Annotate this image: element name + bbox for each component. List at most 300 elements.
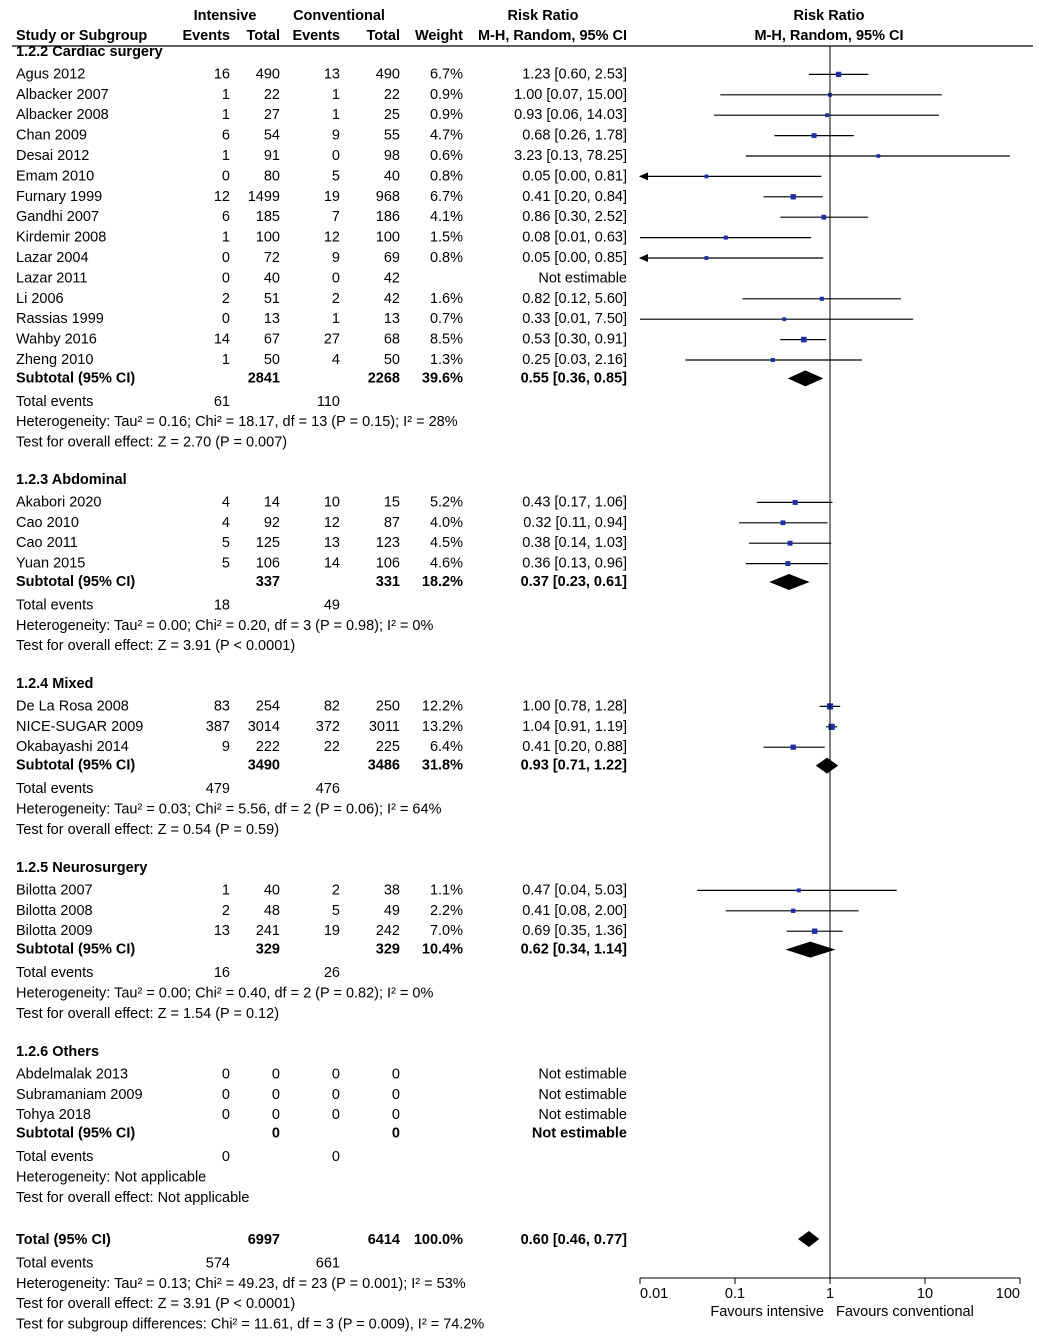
study-total-conventional: 968 [375,188,400,205]
study-events-conventional: 0 [331,1066,340,1083]
total-events-intensive: 18 [213,597,230,614]
overall-effect-text: Test for overall effect: Z = 3.91 (P < 0.0001) [16,638,296,655]
study-total-conventional: 50 [383,352,400,368]
study-name: Desai 2012 [16,148,90,164]
study-events-conventional: 2 [331,290,340,307]
study-weight: 0.8% [429,250,463,266]
study-name: NICE-SUGAR 2009 [16,718,144,735]
study-weight: 4.1% [429,209,463,226]
overall-total-events-conventional: 661 [315,1255,340,1272]
study-name: Bilotta 2009 [16,923,93,940]
header-total1: Total [246,28,280,44]
study-0-2-point [825,113,829,117]
study-ci: Not estimable [538,1066,627,1083]
study-name: Bilotta 2008 [16,902,93,919]
header-group2: Conventional [293,8,385,24]
study-total-intensive: 67 [263,331,280,348]
study-weight: 0.9% [429,107,463,124]
study-total-conventional: 13 [383,311,400,328]
study-events-conventional: 82 [323,698,340,715]
study-total-intensive: 91 [263,148,280,164]
study-events-intensive: 1 [221,107,230,124]
study-ci: 1.00 [0.07, 15.00] [514,86,627,103]
study-1-2-point [788,541,793,546]
subtotal-diamond [788,370,823,386]
study-name: Bilotta 2007 [16,882,93,899]
study-name: Chan 2009 [16,127,87,144]
study-weight: 7.0% [429,923,463,940]
subtotal-label: Subtotal (95% CI) [16,941,136,958]
study-events-conventional: 13 [323,535,340,552]
study-total-conventional: 42 [383,270,400,287]
subtotal-ci: 0.93 [0.71, 1.22] [520,757,627,774]
study-total-intensive: 40 [263,882,280,899]
study-events-conventional: 372 [315,718,340,735]
study-total-intensive: 0 [271,1086,280,1103]
total-events-label: Total events [16,393,94,410]
study-total-conventional: 55 [383,127,400,144]
study-weight: 1.1% [429,882,463,899]
study-total-conventional: 22 [383,86,400,103]
study-name: Kirdemir 2008 [16,229,107,246]
overall-total-events-intensive: 574 [205,1255,230,1272]
study-weight: 6.4% [429,739,463,756]
study-total-intensive: 106 [255,555,280,572]
study-name: Abdelmalak 2013 [16,1066,129,1083]
subgroup-title: 1.2.2 Cardiac surgery [16,44,163,60]
favours-right-label: Favours conventional [836,1304,974,1320]
total-events-intensive: 0 [221,1149,230,1165]
study-total-conventional: 38 [383,882,400,899]
x-tick-label: 1 [825,1286,835,1302]
subtotal-weight: 18.2% [421,574,463,590]
study-events-intensive: 0 [221,1107,230,1124]
study-total-intensive: 222 [255,739,280,756]
study-weight: 4.5% [429,535,463,552]
study-events-intensive: 0 [221,250,230,266]
x-tick-label: 0.1 [724,1286,746,1302]
study-ci: 0.33 [0.01, 7.50] [522,311,627,328]
study-name: Subramaniam 2009 [16,1086,143,1103]
study-0-9-ci-arrow [639,254,648,262]
subtotal-label: Subtotal (95% CI) [16,757,136,774]
study-0-8-point [724,236,728,240]
study-events-intensive: 5 [221,555,230,572]
study-total-intensive: 254 [255,698,280,715]
subtotal-ci: Not estimable [531,1125,627,1142]
study-events-conventional: 9 [331,250,340,266]
overall-effect-text: Test for overall effect: Z = 2.70 (P = 0.007) [16,434,288,451]
study-name: Rassias 1999 [16,311,104,328]
study-total-conventional: 25 [383,107,400,124]
study-events-intensive: 2 [221,902,230,919]
study-ci: 1.23 [0.60, 2.53] [522,66,627,83]
study-events-intensive: 0 [221,311,230,328]
study-weight: 0.6% [429,148,463,164]
total-events-label: Total events [16,781,94,797]
header-weight: Weight [414,28,463,44]
subtotal-diamond [769,574,809,590]
study-total-intensive: 125 [255,535,280,552]
study-events-intensive: 0 [221,1066,230,1083]
study-name: Li 2006 [16,290,64,307]
study-events-intensive: 9 [221,739,230,756]
study-ci: 0.82 [0.12, 5.60] [522,290,627,307]
study-events-intensive: 6 [221,209,230,226]
overall-heterogeneity-text: Heterogeneity: Tau² = 0.13; Chi² = 49.23, df = 23 (P = 0.001); I² = 53% [16,1275,466,1292]
study-events-intensive: 0 [221,270,230,287]
x-tick-label: 100 [995,1286,1020,1302]
subgroup-title: 1.2.5 Neurosurgery [16,860,148,876]
study-ci: 0.36 [0.13, 0.96] [522,555,627,572]
study-total-intensive: 241 [255,923,280,940]
total-events-label: Total events [16,1149,94,1165]
subtotal-ci: 0.37 [0.23, 0.61] [520,574,627,590]
study-name: Emam 2010 [16,168,95,185]
total-events-conventional: 110 [316,393,340,410]
subtotal-total-conventional: 2268 [367,370,400,387]
study-total-intensive: 14 [263,494,280,511]
overall-ci: 0.60 [0.46, 0.77] [520,1232,627,1248]
study-total-intensive: 92 [263,514,280,531]
study-weight: 0.9% [429,86,463,103]
total-events-intensive: 16 [213,965,230,981]
study-events-conventional: 14 [323,555,340,572]
study-total-intensive: 27 [263,107,280,124]
study-total-conventional: 15 [383,494,400,511]
study-name: Okabayashi 2014 [16,739,129,756]
header-events2: Events [292,28,340,44]
study-ci: 0.68 [0.26, 1.78] [522,127,627,144]
study-total-conventional: 0 [391,1066,400,1083]
study-3-0-point [797,888,801,892]
study-weight: 1.6% [429,290,463,307]
study-ci: Not estimable [538,1107,627,1124]
overall-total-events-label: Total events [16,1255,94,1272]
study-weight: 0.8% [429,168,463,185]
study-total-conventional: 69 [383,250,400,266]
subtotal-total-intensive: 329 [255,941,280,958]
subtotal-diamond [785,942,835,958]
study-ci: 3.23 [0.13, 78.25] [514,148,627,164]
study-ci: 0.08 [0.01, 0.63] [522,229,627,246]
study-0-4-point [877,154,881,158]
study-events-conventional: 1 [331,86,340,103]
study-events-conventional: 12 [323,229,340,246]
study-total-conventional: 123 [375,535,400,552]
study-1-1-point [781,520,786,525]
study-ci: 0.05 [0.00, 0.85] [522,250,627,266]
study-ci: 0.41 [0.20, 0.88] [522,739,627,756]
study-3-2-point [812,929,817,934]
x-tick-label: 0.01 [640,1286,669,1302]
study-events-conventional: 12 [323,514,340,531]
total-events-conventional: 49 [323,597,340,614]
total-events-intensive: 61 [213,393,230,410]
study-events-conventional: 0 [331,1086,340,1103]
study-0-14-point [771,358,775,362]
study-events-conventional: 10 [323,494,340,511]
study-name: Cao 2010 [16,514,79,531]
study-ci: 0.43 [0.17, 1.06] [522,494,627,511]
study-name: Albacker 2008 [16,107,109,124]
subtotal-label: Subtotal (95% CI) [16,1125,136,1142]
study-events-intensive: 1 [221,229,230,246]
study-events-intensive: 2 [221,290,230,307]
study-total-conventional: 0 [391,1086,400,1103]
study-events-conventional: 0 [331,270,340,287]
study-0-3-point [812,133,817,138]
subgroup-differences-text: Test for subgroup differences: Chi² = 11.61, df = 3 (P = 0.009), I² = 74.2% [16,1316,485,1333]
study-weight: 13.2% [421,718,463,735]
heterogeneity-text: Heterogeneity: Tau² = 0.00; Chi² = 0.20, df = 3 (P = 0.98); I² = 0% [16,617,434,634]
study-total-intensive: 51 [263,290,280,307]
study-name: Gandhi 2007 [16,209,100,226]
study-ci: 0.53 [0.30, 0.91] [522,331,627,348]
study-events-intensive: 1 [221,86,230,103]
study-ci: 0.69 [0.35, 1.36] [522,923,627,940]
study-total-intensive: 22 [263,86,280,103]
subgroup-title: 1.2.6 Others [16,1044,100,1060]
study-events-intensive: 1 [221,352,230,368]
study-weight: 6.7% [429,188,463,205]
study-total-intensive: 185 [255,209,280,226]
study-name: Lazar 2004 [16,250,89,266]
study-1-0-point [793,500,798,505]
x-tick-label: 10 [916,1286,934,1302]
study-events-conventional: 1 [331,311,340,328]
study-total-conventional: 225 [375,739,400,756]
study-name: Tohya 2018 [16,1107,91,1124]
study-total-conventional: 100 [375,229,400,246]
total-events-conventional: 0 [331,1149,340,1165]
heterogeneity-text: Heterogeneity: Tau² = 0.00; Chi² = 0.40, df = 2 (P = 0.82); I² = 0% [16,985,434,1002]
study-weight: 12.2% [421,698,463,715]
subtotal-total-intensive: 3490 [247,757,280,774]
study-ci: 0.38 [0.14, 1.03] [522,535,627,552]
study-ci: 0.41 [0.08, 2.00] [522,902,627,919]
study-ci: Not estimable [538,270,627,287]
study-total-intensive: 0 [271,1066,280,1083]
study-events-intensive: 4 [221,494,230,511]
study-events-conventional: 22 [323,739,340,756]
study-ci: 0.86 [0.30, 2.52] [522,209,627,226]
study-events-conventional: 2 [331,882,340,899]
study-name: Furnary 1999 [16,188,103,205]
study-weight: 5.2% [429,494,463,511]
study-events-conventional: 0 [331,1107,340,1124]
study-0-11-point [820,297,824,301]
study-events-intensive: 14 [213,331,230,348]
header-method-plot: M-H, Random, 95% CI [754,28,904,44]
study-name: Agus 2012 [16,66,86,83]
study-total-conventional: 250 [375,698,400,715]
study-name: Albacker 2007 [16,86,109,103]
study-events-conventional: 19 [323,923,340,940]
subtotal-weight: 31.8% [421,757,463,774]
study-0-5-ci-arrow [639,172,648,180]
header-events1: Events [182,28,230,44]
total-events-intensive: 479 [205,781,230,797]
overall-total-intensive: 6997 [247,1232,280,1248]
header-study: Study or Subgroup [16,28,148,44]
study-weight: 6.7% [429,66,463,83]
subtotal-total-intensive: 0 [271,1125,280,1142]
study-total-intensive: 490 [255,66,280,83]
study-weight: 2.2% [429,902,463,919]
header-rr-text: Risk Ratio [507,8,579,24]
study-total-conventional: 490 [375,66,400,83]
subtotal-weight: 39.6% [421,370,463,387]
study-0-12-point [782,317,786,321]
overall-total-conventional: 6414 [367,1232,400,1248]
overall-effect-text: Test for overall effect: Not applicable [16,1189,250,1206]
study-total-intensive: 1499 [247,188,280,205]
study-0-9-point [704,256,708,260]
study-events-conventional: 5 [331,168,340,185]
study-name: Akabori 2020 [16,494,102,511]
study-total-intensive: 80 [263,168,280,185]
study-total-intensive: 13 [263,311,280,328]
study-total-intensive: 100 [255,229,280,246]
study-total-intensive: 40 [263,270,280,287]
study-0-5-point [704,174,708,178]
subtotal-total-conventional: 0 [391,1125,400,1142]
study-events-conventional: 27 [323,331,340,348]
subtotal-ci: 0.55 [0.36, 0.85] [520,370,627,387]
header-total2: Total [366,28,400,44]
study-2-1-point [828,724,834,730]
study-weight: 0.7% [429,311,463,328]
study-ci: 0.25 [0.03, 2.16] [522,352,627,368]
heterogeneity-text: Heterogeneity: Tau² = 0.03; Chi² = 5.56, df = 2 (P = 0.06); I² = 64% [16,801,442,818]
subtotal-ci: 0.62 [0.34, 1.14] [520,941,627,958]
study-total-intensive: 48 [263,902,280,919]
study-name: Wahby 2016 [16,331,97,348]
study-ci: 1.00 [0.78, 1.28] [522,698,627,715]
study-total-conventional: 242 [375,923,400,940]
overall-total-label: Total (95% CI) [16,1232,111,1248]
study-ci: 0.41 [0.20, 0.84] [522,188,627,205]
header-group1: Intensive [193,8,257,24]
total-events-conventional: 26 [323,965,340,981]
header-rr-plot: Risk Ratio [793,8,865,24]
study-total-conventional: 3011 [368,718,400,735]
study-0-6-point [791,194,796,199]
study-ci: Not estimable [538,1086,627,1103]
overall-effect-text: Test for overall effect: Z = 1.54 (P = 0.12) [16,1005,280,1022]
study-total-intensive: 3014 [247,718,280,735]
overall-weight: 100.0% [413,1232,463,1248]
study-3-1-point [791,909,795,913]
study-events-intensive: 0 [221,168,230,185]
subtotal-weight: 10.4% [421,941,463,958]
study-events-conventional: 1 [331,107,340,124]
total-events-label: Total events [16,597,94,614]
study-total-conventional: 106 [375,555,400,572]
overall-effect-text: Test for overall effect: Z = 3.91 (P < 0.0001) [16,1296,296,1313]
overall-effect-text: Test for overall effect: Z = 0.54 (P = 0.59) [16,821,280,838]
subtotal-total-intensive: 2841 [247,370,280,387]
study-total-conventional: 42 [383,290,400,307]
study-events-conventional: 13 [323,66,340,83]
study-ci: 0.32 [0.11, 0.94] [523,514,627,531]
study-total-conventional: 98 [383,148,400,164]
study-total-intensive: 50 [263,352,280,368]
study-weight: 4.7% [429,127,463,144]
header-method-text: M-H, Random, 95% CI [477,28,627,44]
study-weight: 1.3% [429,352,463,368]
study-events-conventional: 0 [331,148,340,164]
overall-diamond [798,1231,819,1247]
study-2-2-point [791,745,796,750]
study-weight: 4.0% [429,514,463,531]
study-total-conventional: 87 [383,514,400,531]
study-total-intensive: 0 [271,1107,280,1124]
study-1-3-point [785,561,790,566]
study-total-conventional: 0 [391,1107,400,1124]
study-events-intensive: 5 [221,535,230,552]
study-events-conventional: 19 [323,188,340,205]
total-events-conventional: 476 [315,781,340,797]
study-events-conventional: 5 [331,902,340,919]
study-total-conventional: 49 [383,902,400,919]
study-events-intensive: 16 [213,66,230,83]
heterogeneity-text: Heterogeneity: Tau² = 0.16; Chi² = 18.17, df = 13 (P = 0.15); I² = 28% [16,414,458,431]
study-events-intensive: 0 [221,1086,230,1103]
study-events-intensive: 12 [213,188,230,205]
study-total-conventional: 68 [383,331,400,348]
subtotal-label: Subtotal (95% CI) [16,370,136,387]
favours-left-label: Favours intensive [710,1304,824,1320]
study-ci: 0.05 [0.00, 0.81] [522,168,627,185]
study-0-0-point [836,72,841,77]
study-events-intensive: 1 [221,882,230,899]
study-0-13-point [801,337,807,343]
study-total-intensive: 54 [263,127,280,144]
subtotal-diamond [816,758,838,774]
study-events-intensive: 1 [221,148,230,164]
study-name: Zheng 2010 [16,352,94,368]
study-name: Cao 2011 [16,535,78,552]
study-total-intensive: 72 [263,250,280,266]
subtotal-total-conventional: 3486 [367,757,400,774]
subtotal-total-intensive: 337 [255,574,280,590]
study-ci: 1.04 [0.91, 1.19] [522,718,627,735]
study-weight: 8.5% [429,331,463,348]
study-events-conventional: 4 [331,352,340,368]
study-total-conventional: 40 [383,168,400,185]
study-ci: 0.93 [0.06, 14.03] [514,107,627,124]
study-events-intensive: 6 [221,127,230,144]
heterogeneity-text: Heterogeneity: Not applicable [16,1169,207,1186]
study-name: De La Rosa 2008 [16,698,129,715]
study-0-7-point [821,215,826,220]
subtotal-total-conventional: 329 [375,941,400,958]
study-events-intensive: 4 [221,514,230,531]
study-name: Yuan 2015 [16,555,86,572]
subgroup-title: 1.2.3 Abdominal [16,472,127,488]
study-events-intensive: 387 [205,718,230,735]
study-events-intensive: 13 [213,923,230,940]
study-name: Lazar 2011 [16,270,88,287]
total-events-label: Total events [16,965,94,981]
study-events-conventional: 9 [331,127,340,144]
study-events-conventional: 7 [331,209,340,226]
study-total-conventional: 186 [375,209,400,226]
subtotal-label: Subtotal (95% CI) [16,574,136,590]
subgroup-title: 1.2.4 Mixed [16,676,94,692]
